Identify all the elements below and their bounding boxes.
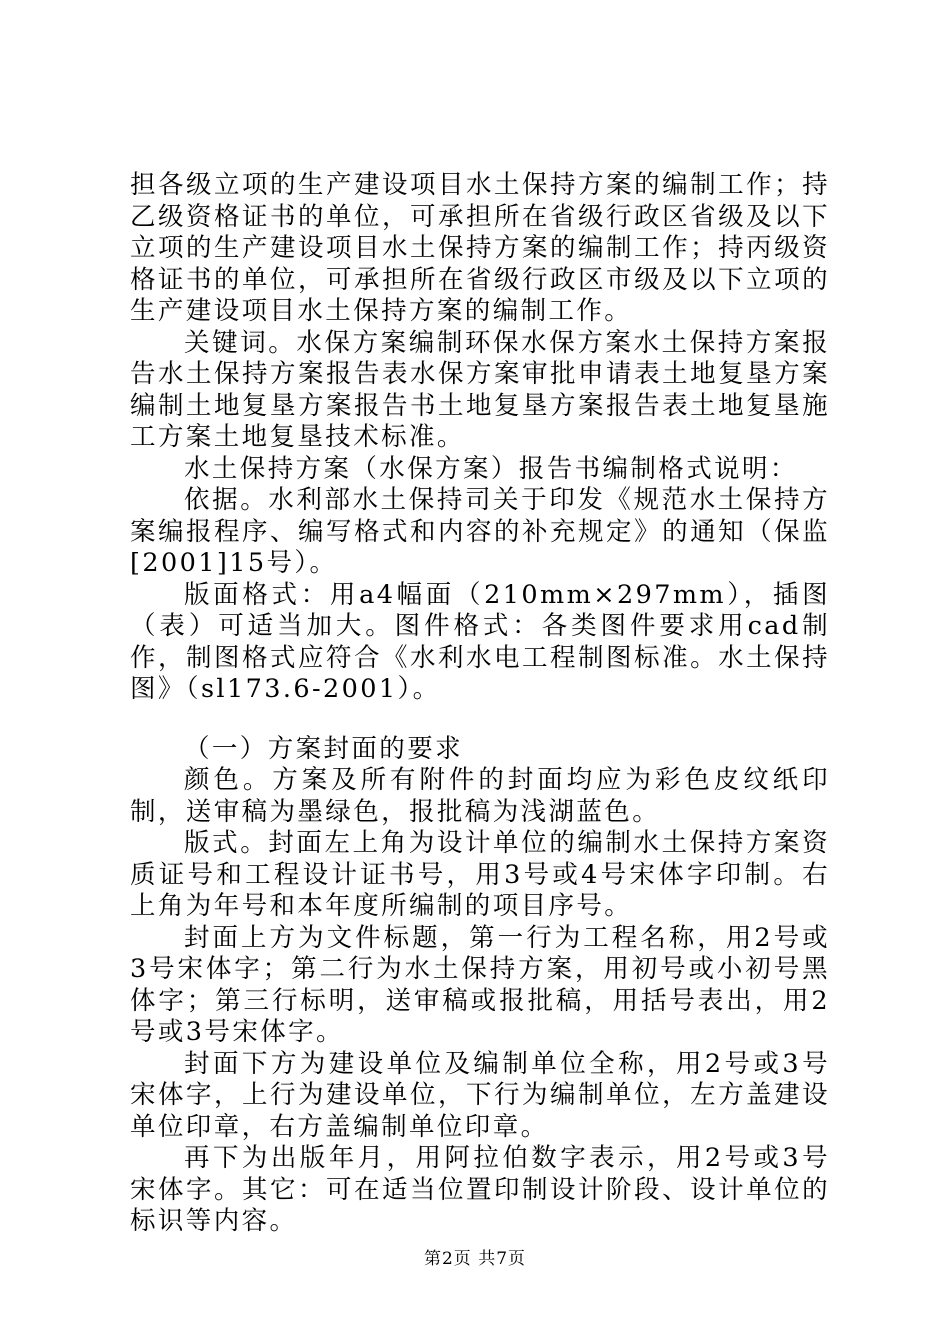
paragraph-keywords: 关键词。水保方案编制环保水保方案水土保持方案报告水土保持方案报告表水保方案审批申请表土地复垦方案编制土地复垦方案报告书土地复垦方案报告表土地复垦施工方案土地复垦技术标准。: [130, 327, 830, 452]
paragraph-cover-top: 封面上方为文件标题，第一行为工程名称，用2号或3号宋体字；第二行为水土保持方案，用初号或小初号黑体字；第三行标明，送审稿或报批稿，用括号表出，用2号或3号宋体字。: [130, 922, 830, 1047]
document-body: [130, 170, 830, 1238]
paragraph-color: 颜色。方案及所有附件的封面均应为彩色皮纹纸印制，送审稿为墨绿色，报批稿为浅湖蓝色。: [130, 765, 830, 827]
paragraph-gap: [130, 706, 830, 734]
paragraph-publish-date: 再下为出版年月，用阿拉伯数字表示，用2号或3号宋体字。其它：可在适当位置印制设计阶段、设计单位的标识等内容。: [130, 1143, 830, 1236]
paragraph-style: 版式。封面左上角为设计单位的编制水土保持方案资质证号和工程设计证书号，用3号或4号宋体字印制。右上角为年号和本年度所编制的项目序号。: [130, 828, 830, 921]
paragraph-cover-bottom: 封面下方为建设单位及编制单位全称，用2号或3号宋体字，上行为建设单位，下行为编制单位，左方盖建设单位印章，右方盖编制单位印章。: [130, 1048, 830, 1142]
paragraph-format-heading: 水土保持方案（水保方案）报告书编制格式说明：: [184, 453, 798, 484]
section-heading-cover: （一）方案封面的要求: [184, 733, 464, 764]
paragraph-basis: 依据。水利部水土保持司关于印发《规范水土保持方案编报程序、编写格式和内容的补充规定》的通知（保监[2001]15号）。: [130, 485, 830, 578]
paragraph-layout-format: 版面格式：用a4幅面（210mm×297mm），插图（表）可适当加大。图件格式：各类图件要求用cad制作，制图格式应符合《水利水电工程制图标准。水土保持图》（sl173.6-2001）。: [130, 579, 830, 704]
page-number: 第2页 共7页: [423, 1249, 527, 1269]
paragraph-qualification: 担各级立项的生产建设项目水土保持方案的编制工作；持乙级资格证书的单位，可承担所在省级行政区省级及以下立项的生产建设项目水土保持方案的编制工作；持丙级资格证书的单位，可承担所在省级行政区市级及以下立项的生产建设项目水土保持方案的编制工作。: [130, 170, 830, 326]
